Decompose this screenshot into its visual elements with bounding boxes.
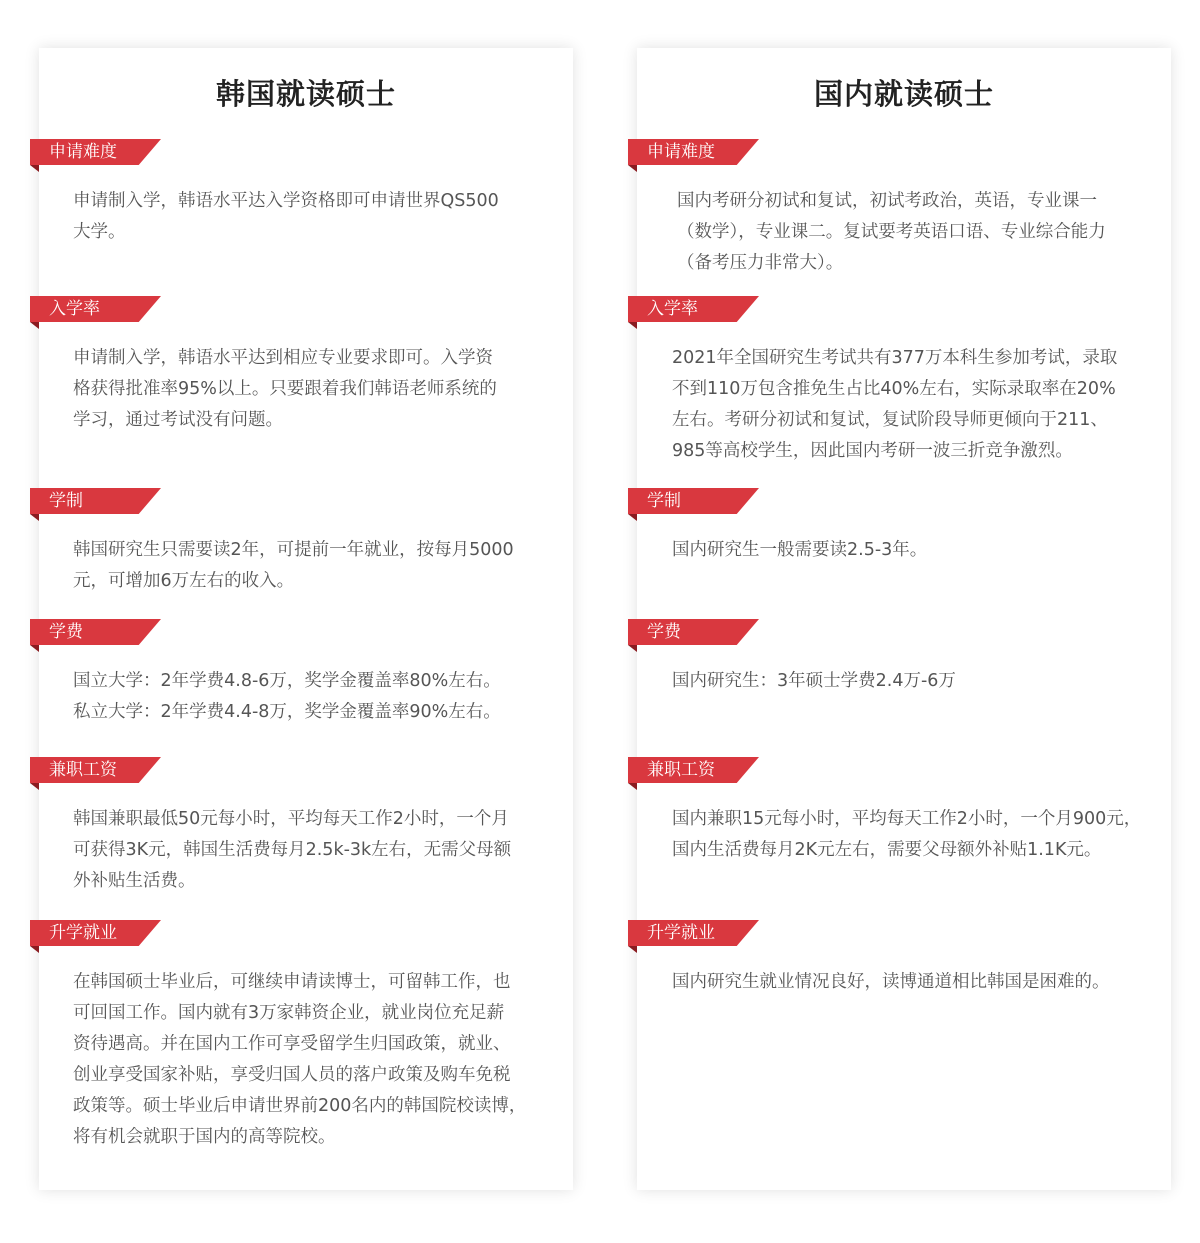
label-fold bbox=[628, 645, 637, 652]
section-text-part-time-wage bbox=[73, 804, 569, 897]
section-label-text: 升学就业 bbox=[647, 923, 715, 943]
section-label-career bbox=[30, 920, 161, 946]
section-text-tuition bbox=[73, 666, 569, 728]
label-fold bbox=[628, 322, 637, 329]
section-label-career bbox=[628, 920, 759, 946]
section-text-admission-rate bbox=[73, 343, 569, 436]
section-label-duration bbox=[30, 488, 161, 514]
text-line: 资待遇高。并在国内工作可享受留学生归国政策，就业、 bbox=[73, 1034, 511, 1054]
text-line: 2021年全国研究生考试共有377万本科生参加考试，录取 bbox=[672, 348, 1118, 368]
section-label-part-time-wage bbox=[30, 757, 161, 783]
section-label-text: 学费 bbox=[49, 622, 83, 642]
text-line: 外补贴生活费。 bbox=[73, 871, 196, 891]
text-line: （数学），专业课二。复试要考英语口语、专业综合能力 bbox=[677, 222, 1106, 242]
text-line: 国内兼职15元每小时，平均每天工作2小时，一个月900元， bbox=[672, 809, 1142, 829]
text-line: 国内研究生就业情况良好，读博通道相比韩国是困难的。 bbox=[672, 972, 1110, 992]
section-label-text: 升学就业 bbox=[49, 923, 117, 943]
section-label-text: 申请难度 bbox=[647, 142, 715, 162]
card-title: 国内就读硕士 bbox=[813, 77, 994, 111]
section-label-text: 兼职工资 bbox=[49, 760, 117, 780]
section-text-duration bbox=[73, 535, 569, 597]
text-line: （备考压力非常大）。 bbox=[677, 253, 844, 273]
section-label-text: 申请难度 bbox=[49, 142, 117, 162]
text-line: 国立大学：2年学费4.8-6万，奖学金覆盖率80%左右。 bbox=[73, 671, 501, 691]
text-line: 可回国工作。国内就有3万家韩资企业，就业岗位充足薪 bbox=[73, 1003, 505, 1023]
text-line: 申请制入学，韩语水平达入学资格即可申请世界QS500 bbox=[73, 191, 499, 211]
section-label-application-difficulty bbox=[30, 139, 161, 165]
section-text-application-difficulty bbox=[677, 186, 1167, 279]
text-line: 大学。 bbox=[73, 222, 126, 242]
section-text-career bbox=[672, 967, 1167, 998]
section-label-text: 学制 bbox=[49, 491, 83, 511]
text-line: 国内研究生一般需要读2.5-3年。 bbox=[672, 540, 928, 560]
korea-master-card bbox=[39, 48, 573, 1190]
text-line: 韩国研究生只需要读2年，可提前一年就业，按每月5000 bbox=[73, 540, 514, 560]
text-line: 申请制入学，韩语水平达到相应专业要求即可。入学资 bbox=[73, 348, 493, 368]
section-label-application-difficulty bbox=[628, 139, 759, 165]
section-label-tuition bbox=[30, 619, 161, 645]
label-fold bbox=[628, 514, 637, 521]
text-line: 将有机会就职于国内的高等院校。 bbox=[73, 1127, 336, 1147]
section-label-tuition bbox=[628, 619, 759, 645]
text-line: 左右。考研分初试和复试，复试阶段导师更倾向于211、 bbox=[672, 410, 1108, 430]
text-line: 不到110万包含推免生占比40%左右，实际录取率在20% bbox=[672, 379, 1116, 399]
label-fold bbox=[30, 514, 39, 521]
text-line: 学习，通过考试没有问题。 bbox=[73, 410, 283, 430]
label-fold bbox=[30, 645, 39, 652]
section-text-admission-rate bbox=[672, 343, 1167, 467]
label-fold bbox=[628, 946, 637, 953]
section-text-duration bbox=[672, 535, 1167, 566]
label-fold bbox=[30, 946, 39, 953]
text-line: 在韩国硕士毕业后，可继续申请读博士，可留韩工作，也 bbox=[73, 972, 511, 992]
section-label-duration bbox=[628, 488, 759, 514]
label-fold bbox=[30, 783, 39, 790]
text-line: 政策等。硕士毕业后申请世界前200名内的韩国院校读博， bbox=[73, 1096, 527, 1116]
domestic-master-card bbox=[637, 48, 1171, 1190]
text-line: 私立大学：2年学费4.4-8万，奖学金覆盖率90%左右。 bbox=[73, 702, 501, 722]
section-label-text: 入学率 bbox=[49, 299, 100, 319]
text-line: 格获得批准率95%以上。只要跟着我们韩语老师系统的 bbox=[73, 379, 497, 399]
text-line: 韩国兼职最低50元每小时，平均每天工作2小时，一个月 bbox=[73, 809, 509, 829]
section-label-admission-rate bbox=[628, 296, 759, 322]
section-label-part-time-wage bbox=[628, 757, 759, 783]
section-label-text: 学费 bbox=[647, 622, 681, 642]
text-line: 创业享受国家补贴，享受归国人员的落户政策及购车免税 bbox=[73, 1065, 511, 1085]
text-line: 国内生活费每月2K元左右，需要父母额外补贴1.1K元。 bbox=[672, 840, 1102, 860]
section-label-text: 兼职工资 bbox=[647, 760, 715, 780]
section-label-text: 入学率 bbox=[647, 299, 698, 319]
label-fold bbox=[628, 783, 637, 790]
text-line: 国内考研分初试和复试，初试考政治，英语，专业课一 bbox=[677, 191, 1097, 211]
card-title: 韩国就读硕士 bbox=[215, 77, 396, 111]
section-text-part-time-wage bbox=[672, 804, 1167, 866]
text-line: 元，可增加6万左右的收入。 bbox=[73, 571, 295, 591]
section-text-application-difficulty bbox=[73, 186, 569, 248]
section-text-career bbox=[73, 967, 569, 1153]
label-fold bbox=[30, 165, 39, 172]
section-text-tuition bbox=[672, 666, 1167, 697]
label-fold bbox=[628, 165, 637, 172]
section-label-admission-rate bbox=[30, 296, 161, 322]
text-line: 可获得3K元，韩国生活费每月2.5k-3k左右，无需父母额 bbox=[73, 840, 512, 860]
label-fold bbox=[30, 322, 39, 329]
text-line: 985等高校学生，因此国内考研一波三折竞争激烈。 bbox=[672, 441, 1073, 461]
section-label-text: 学制 bbox=[647, 491, 681, 511]
text-line: 国内研究生：3年硕士学费2.4万-6万 bbox=[672, 671, 956, 691]
